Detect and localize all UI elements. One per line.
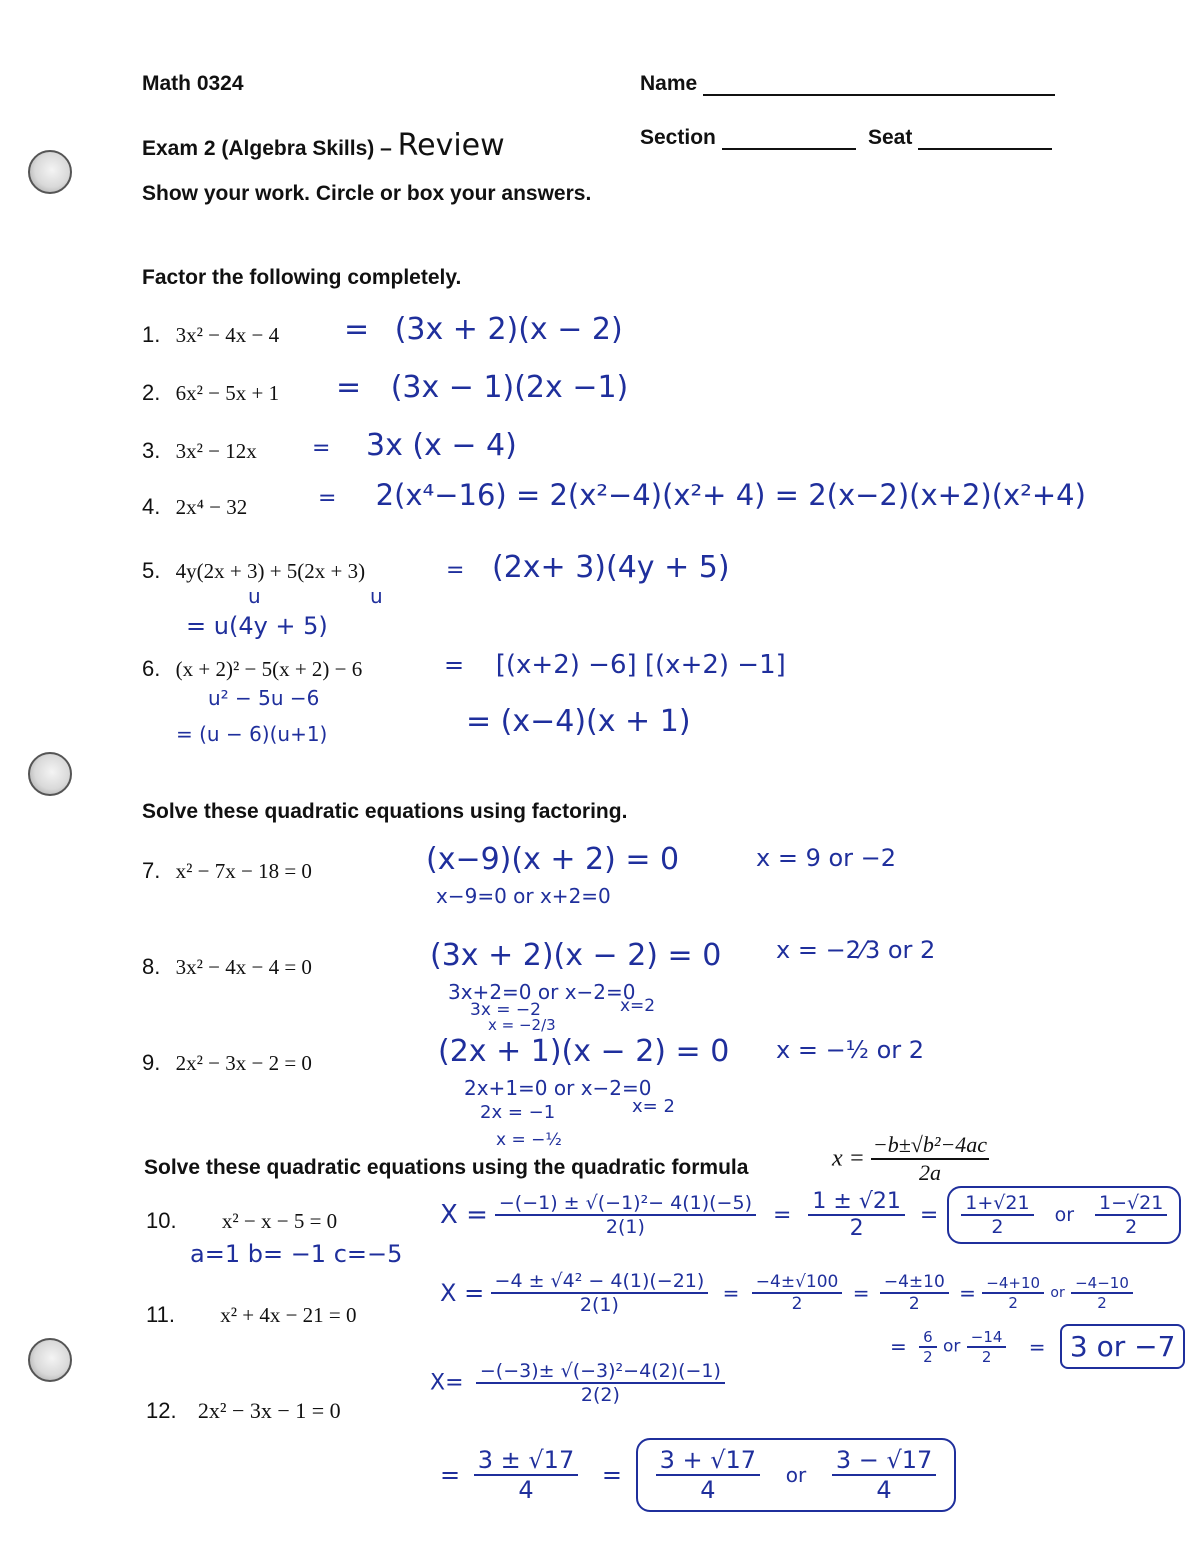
problem-2 (142, 380, 279, 406)
course-title: Math 0324 (142, 72, 244, 95)
step-4-plus (919, 1328, 937, 1366)
substitution-u-1: u (248, 584, 261, 608)
formula-heading (144, 1156, 748, 1180)
denominator: 2(2) (580, 1384, 620, 1406)
denominator: 4 (876, 1476, 892, 1504)
answer-3 (312, 428, 517, 463)
work-11 (440, 1270, 1133, 1316)
numerator: 6 (919, 1328, 937, 1348)
binder-hole-middle (28, 752, 72, 796)
problem-expression: 2x⁴ − 32 (175, 495, 248, 519)
numerator: 3 − √17 (832, 1446, 936, 1476)
formula-fraction (871, 1132, 989, 1186)
name-label: Name (640, 72, 698, 95)
answer-plus (656, 1446, 760, 1504)
numerator: 1 ± √21 (808, 1189, 904, 1216)
exam-title-text: Exam 2 (Algebra Skills) – (142, 137, 392, 160)
problem-number: 2. (142, 380, 161, 405)
denominator: 2 (849, 1216, 864, 1241)
denominator: 2 (981, 1347, 992, 1366)
work-7-zero-product: x−9=0 or x+2=0 (436, 884, 611, 908)
equals-sign: = (446, 558, 465, 583)
section-line (640, 126, 856, 150)
handwritten-answer: (3x − 1)(2x −1) (390, 370, 629, 405)
name-blank[interactable] (703, 74, 1055, 96)
factor-heading: Factor the following completely. (142, 266, 462, 289)
work-8-factored: (3x + 2)(x − 2) = 0 (430, 938, 722, 973)
problem-number: 12. (146, 1398, 177, 1423)
answer-plus (961, 1192, 1033, 1238)
answer-9: x = −½ or 2 (776, 1036, 925, 1064)
numerator: 3 ± √17 (474, 1446, 578, 1476)
step-3-minus (1071, 1274, 1133, 1312)
answer-1 (344, 312, 623, 347)
problem-number: 10. (146, 1208, 177, 1233)
answer-minus (1095, 1192, 1167, 1238)
work-5: = u(4y + 5) (186, 612, 328, 640)
binder-hole-bottom (28, 1338, 72, 1382)
answer-5 (446, 550, 730, 585)
work-10 (440, 1186, 1181, 1244)
exam-review-handwritten: Review (397, 128, 505, 163)
section-label: Section (640, 126, 716, 149)
equals-sign: = (722, 1281, 740, 1305)
exam-title (142, 128, 505, 163)
handwritten-answer: (3x + 2)(x − 2) (394, 312, 623, 347)
problem-4 (142, 494, 247, 520)
seat-label: Seat (868, 126, 913, 149)
equals-sign: = (852, 1281, 870, 1305)
formula-substitution (495, 1192, 756, 1238)
or-word: or (785, 1463, 807, 1487)
problem-expression: 3x² − 4x − 4 = 0 (175, 955, 312, 979)
simplified (752, 1272, 843, 1314)
x-equals: X = (440, 1200, 488, 1230)
problem-6 (142, 656, 362, 682)
equals-sign: = (318, 486, 337, 511)
equals-sign: = (312, 436, 331, 461)
x-equals: X = (440, 1279, 485, 1307)
formula-substitution (491, 1270, 709, 1316)
section-blank[interactable] (722, 128, 856, 150)
work-12-simplified (440, 1438, 956, 1512)
x-equals: X= (430, 1370, 464, 1396)
formula-denominator: 2a (918, 1160, 941, 1185)
denominator: 2 (1125, 1216, 1138, 1238)
problem-9 (142, 1050, 312, 1076)
handwritten-answer: (2x+ 3)(4y + 5) (491, 550, 730, 585)
answer-4 (318, 478, 1086, 512)
numerator: 1−√21 (1095, 1192, 1167, 1216)
problem-1 (142, 322, 279, 348)
problem-number: 7. (142, 858, 161, 883)
denominator: 4 (518, 1476, 534, 1504)
answer-box-12 (636, 1438, 957, 1512)
equals-sign: = (344, 312, 370, 347)
denominator: 4 (700, 1476, 716, 1504)
work-8-result: x = −2/3 (488, 1016, 556, 1034)
denominator: 2(1) (605, 1216, 645, 1238)
numerator: −4 ± √4² − 4(1)(−21) (491, 1270, 709, 1294)
problem-number: 5. (142, 558, 161, 583)
formula-substitution (476, 1360, 725, 1406)
work-11-final (890, 1324, 1185, 1369)
equals-sign: = (1028, 1334, 1046, 1359)
denominator: 2 (908, 1294, 920, 1314)
seat-line (868, 126, 1052, 150)
numerator: −4±√100 (752, 1272, 843, 1294)
problem-number: 1. (142, 322, 161, 347)
denominator: 2 (1097, 1294, 1107, 1312)
numerator: 3 + √17 (656, 1446, 760, 1476)
equals-sign: = (890, 1334, 907, 1359)
quadratic-formula (832, 1132, 989, 1186)
problem-3 (142, 438, 257, 464)
problem-7 (142, 858, 312, 884)
numerator: −4−10 (1071, 1274, 1133, 1294)
answer-6-final: = (x−4)(x + 1) (466, 704, 691, 739)
simplified (474, 1446, 578, 1504)
equals-sign: = (959, 1281, 976, 1305)
handwritten-answer: [(x+2) −6] [(x+2) −1] (495, 650, 786, 680)
or-word: or (943, 1336, 961, 1357)
work-9-step-right: x= 2 (632, 1096, 675, 1117)
problem-12 (146, 1398, 341, 1424)
denominator: 2 (991, 1216, 1004, 1238)
work-8-step: 3x = −2 (470, 1000, 541, 1020)
work-7-factored: (x−9)(x + 2) = 0 (426, 842, 680, 877)
problem-8 (142, 954, 312, 980)
numerator: 1+√21 (961, 1192, 1033, 1216)
work-6-factored: = (u − 6)(u+1) (176, 722, 328, 746)
work-12 (430, 1360, 725, 1406)
problem-number: 3. (142, 438, 161, 463)
problem-10 (146, 1208, 337, 1234)
instructions: Show your work. Circle or box your answers. (142, 182, 592, 205)
handwritten-answer: 3x (x − 4) (365, 428, 517, 463)
equals-sign: = (601, 1461, 622, 1489)
problem-expression: (x + 2)² − 5(x + 2) − 6 (175, 657, 363, 681)
numerator: −(−1) ± √(−1)²− 4(1)(−5) (495, 1192, 756, 1216)
answer-minus (832, 1446, 936, 1504)
answer-8: x = −2⁄3 or 2 (776, 936, 936, 964)
work-6-substitution: u² − 5u −6 (208, 686, 320, 710)
formula-heading-text: Solve these quadratic equations using the quadratic formula (144, 1156, 749, 1179)
answer-2 (336, 370, 628, 405)
work-8-zero-product: 3x+2=0 or x−2=0 (448, 980, 636, 1004)
handwritten-answer: 2(x⁴−16) = 2(x²−4)(x²+ 4) = 2(x−2)(x+2)(x²+4) (375, 478, 1086, 512)
numerator: −4+10 (982, 1274, 1044, 1294)
equals-sign: = (919, 1202, 939, 1228)
or-word: or (1054, 1204, 1075, 1226)
answer-7: x = 9 or −2 (756, 844, 897, 872)
numerator: −14 (967, 1328, 1007, 1348)
problem-expression: 3x² − 12x (175, 439, 257, 463)
equals-sign: = (772, 1202, 792, 1228)
denominator: 2 (791, 1294, 803, 1314)
problem-expression: x² − 7x − 18 = 0 (175, 859, 312, 883)
problem-number: 6. (142, 656, 161, 681)
work-9-step: 2x = −1 (480, 1102, 556, 1123)
work-9-result: x = −½ (496, 1130, 562, 1150)
name-line (640, 72, 1055, 96)
answer-6 (444, 650, 786, 680)
simplified (808, 1189, 904, 1241)
denominator: 2 (923, 1347, 933, 1366)
equals-sign: = (440, 1461, 461, 1489)
problem-expression: 6x² − 5x + 1 (175, 381, 280, 405)
problem-expression: x² − x − 5 = 0 (221, 1209, 338, 1233)
problem-expression: x² + 4x − 21 = 0 (220, 1303, 357, 1327)
step-3-plus (982, 1274, 1044, 1312)
problem-5 (142, 558, 365, 584)
denominator: 2(1) (579, 1294, 619, 1316)
problem-expression: 3x² − 4x − 4 (175, 323, 280, 347)
problem-expression: 2x² − 3x − 2 = 0 (175, 1051, 312, 1075)
substitution-u-2: u (370, 584, 383, 608)
problem-number: 4. (142, 494, 161, 519)
problem-number: 11. (146, 1302, 175, 1327)
binder-hole-top (28, 150, 72, 194)
equals-sign: = (336, 370, 362, 405)
problem-number: 8. (142, 954, 161, 979)
formula-numerator: −b±√b²−4ac (871, 1132, 989, 1160)
factoring-solve-heading: Solve these quadratic equations using factoring. (142, 800, 628, 823)
problem-11 (146, 1302, 357, 1328)
equals-sign: = (444, 651, 465, 679)
numerator: −4±10 (880, 1272, 949, 1294)
problem-expression: 2x² − 3x − 1 = 0 (197, 1398, 341, 1423)
work-9-factored: (2x + 1)(x − 2) = 0 (438, 1034, 730, 1069)
work-9-zero-product: 2x+1=0 or x−2=0 (464, 1076, 652, 1100)
formula-lhs: x = (832, 1145, 865, 1172)
problem-number: 9. (142, 1050, 161, 1075)
step-2 (880, 1272, 949, 1314)
seat-blank[interactable] (918, 128, 1052, 150)
step-4-minus (967, 1328, 1007, 1366)
or-word: or (1050, 1285, 1065, 1301)
answer-box-11: 3 or −7 (1060, 1324, 1186, 1369)
denominator: 2 (1008, 1294, 1018, 1312)
answer-box-10 (947, 1186, 1181, 1244)
coefficients-10: a=1 b= −1 c=−5 (190, 1240, 403, 1268)
work-8-step-right: x=2 (620, 996, 656, 1016)
numerator: −(−3)± √(−3)²−4(2)(−1) (476, 1360, 725, 1384)
problem-expression: 4y(2x + 3) + 5(2x + 3) (175, 559, 366, 583)
